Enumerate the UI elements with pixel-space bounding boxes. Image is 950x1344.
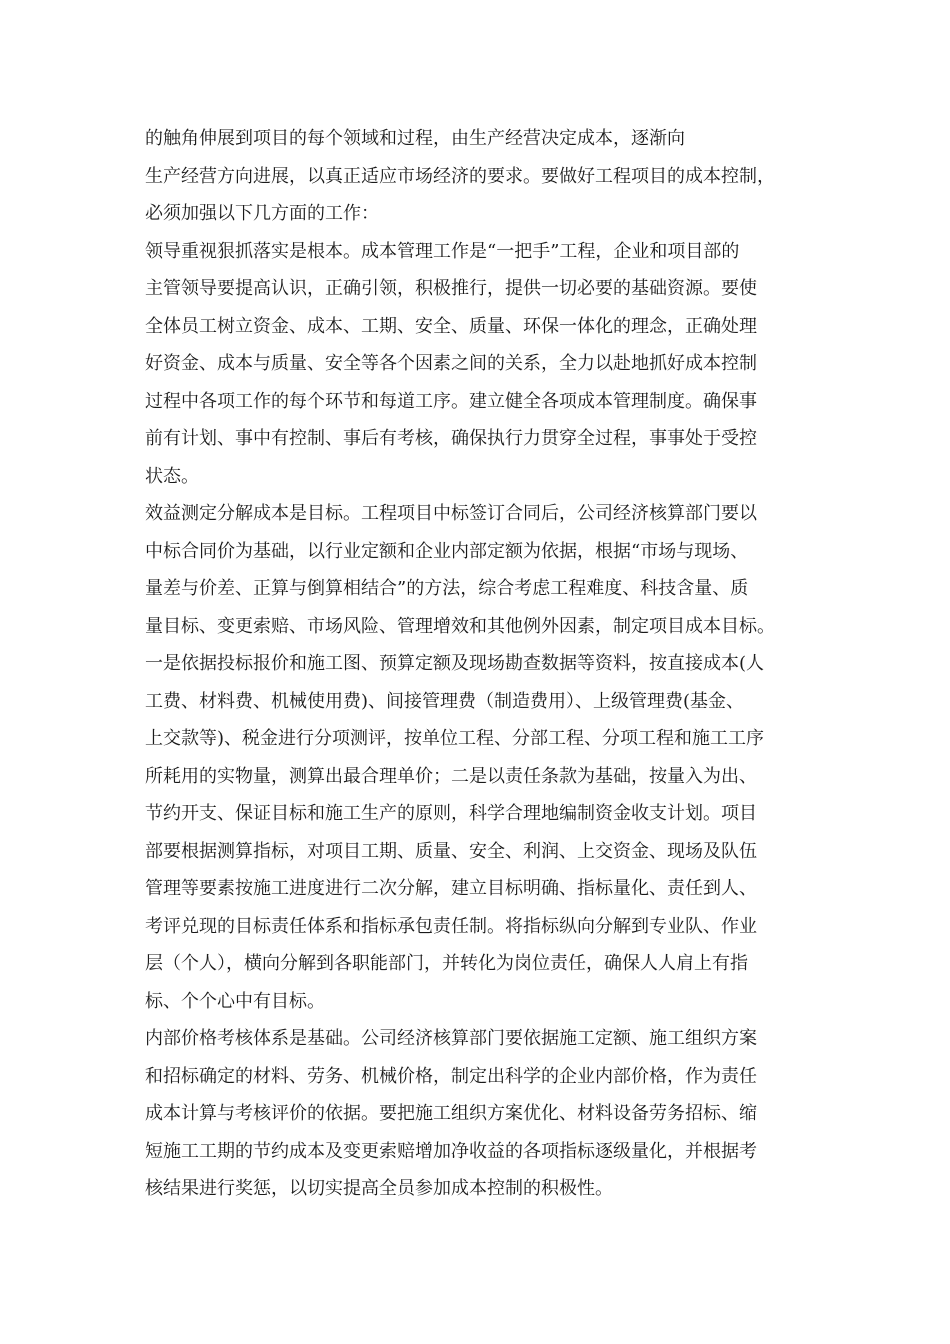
text-line: 标、个个心中有目标。 (145, 990, 325, 1012)
text-line: 短施工工期的节约成本及变更索赔增加净收益的各项指标逐级量化，并根据考 (145, 1140, 757, 1162)
text-line: 核结果进行奖惩，以切实提高全员参加成本控制的积极性。 (145, 1178, 613, 1199)
text-line: 中标合同价为基础，以行业定额和企业内部定额为依据，根据“市场与现场、 (145, 540, 749, 562)
text-line: 前有计划、事中有控制、事后有考核，确保执行力贯穿全过程，事事处于受控 (145, 428, 757, 449)
text-line: 状态。 (145, 465, 199, 487)
text-line: 全体员工树立资金、成本、工期、安全、质量、环保一体化的理念，正确处理 (145, 315, 757, 337)
text-line: 和招标确定的材料、劳务、机械价格，制定出科学的企业内部价格，作为责任 (145, 1065, 757, 1087)
text-line: 节约开支、保证目标和施工生产的原则，科学合理地编制资金收支计划。项目 (145, 803, 757, 824)
text-line: 管理等要素按施工进度进行二次分解，建立目标明确、指标量化、责任到人、 (145, 878, 757, 899)
text-line: 领导重视狠抓落实是根本。成本管理工作是“一把手”工程，企业和项目部的 (145, 240, 740, 262)
text-line: 量差与价差、正算与倒算相结合”的方法，综合考虑工程难度、科技含量、质 (145, 578, 749, 599)
text-line: 一是依据投标报价和施工图、预算定额及现场勘查数据等资料，按直接成本(人 (145, 653, 765, 674)
text-line: 好资金、成本与质量、安全等各个因素之间的关系，全力以赴地抓好成本控制 (145, 353, 757, 374)
text-line: 生产经营方向进展，以真正适应市场经济的要求。要做好工程项目的成本控制， (145, 165, 775, 187)
text-line: 成本计算与考核评价的依据。要把施工组织方案优化、材料设备劳务招标、缩 (145, 1103, 757, 1124)
text-line: 必须加强以下几方面的工作： (145, 203, 379, 224)
text-line: 内部价格考核体系是基础。公司经济核算部门要依据施工定额、施工组织方案 (145, 1028, 757, 1049)
text-line: 部要根据测算指标，对项目工期、质量、安全、利润、上交资金、现场及队伍 (145, 840, 757, 862)
text-line: 工费、材料费、机械使用费)、间接管理费（制造费用）、上级管理费(基金、 (145, 690, 745, 712)
text-line: 的触角伸展到项目的每个领域和过程，由生产经营决定成本，逐渐向 (145, 128, 685, 149)
text-line: 效益测定分解成本是目标。工程项目中标签订合同后，公司经济核算部门要以 (145, 503, 757, 524)
text-line: 过程中各项工作的每个环节和每道工序。建立健全各项成本管理制度。确保事 (145, 390, 757, 412)
text-line: 主管领导要提高认识，正确引领，积极推行，提供一切必要的基础资源。要使 (145, 278, 757, 299)
text-line: 所耗用的实物量，测算出最合理单价；二是以责任条款为基础，按量入为出、 (145, 765, 757, 787)
text-line: 上交款等)、税金进行分项测评，按单位工程、分部工程、分项工程和施工工序 (145, 728, 765, 749)
body-text (145, 120, 825, 1208)
text-line: 考评兑现的目标责任体系和指标承包责任制。将指标纵向分解到专业队、作业 (145, 915, 757, 937)
text-line: 量目标、变更索赔、市场风险、管理增效和其他例外因素，制定项目成本目标。 (145, 615, 775, 637)
text-line: 层（个人），横向分解到各职能部门，并转化为岗位责任，确保人人肩上有指 (145, 953, 748, 974)
